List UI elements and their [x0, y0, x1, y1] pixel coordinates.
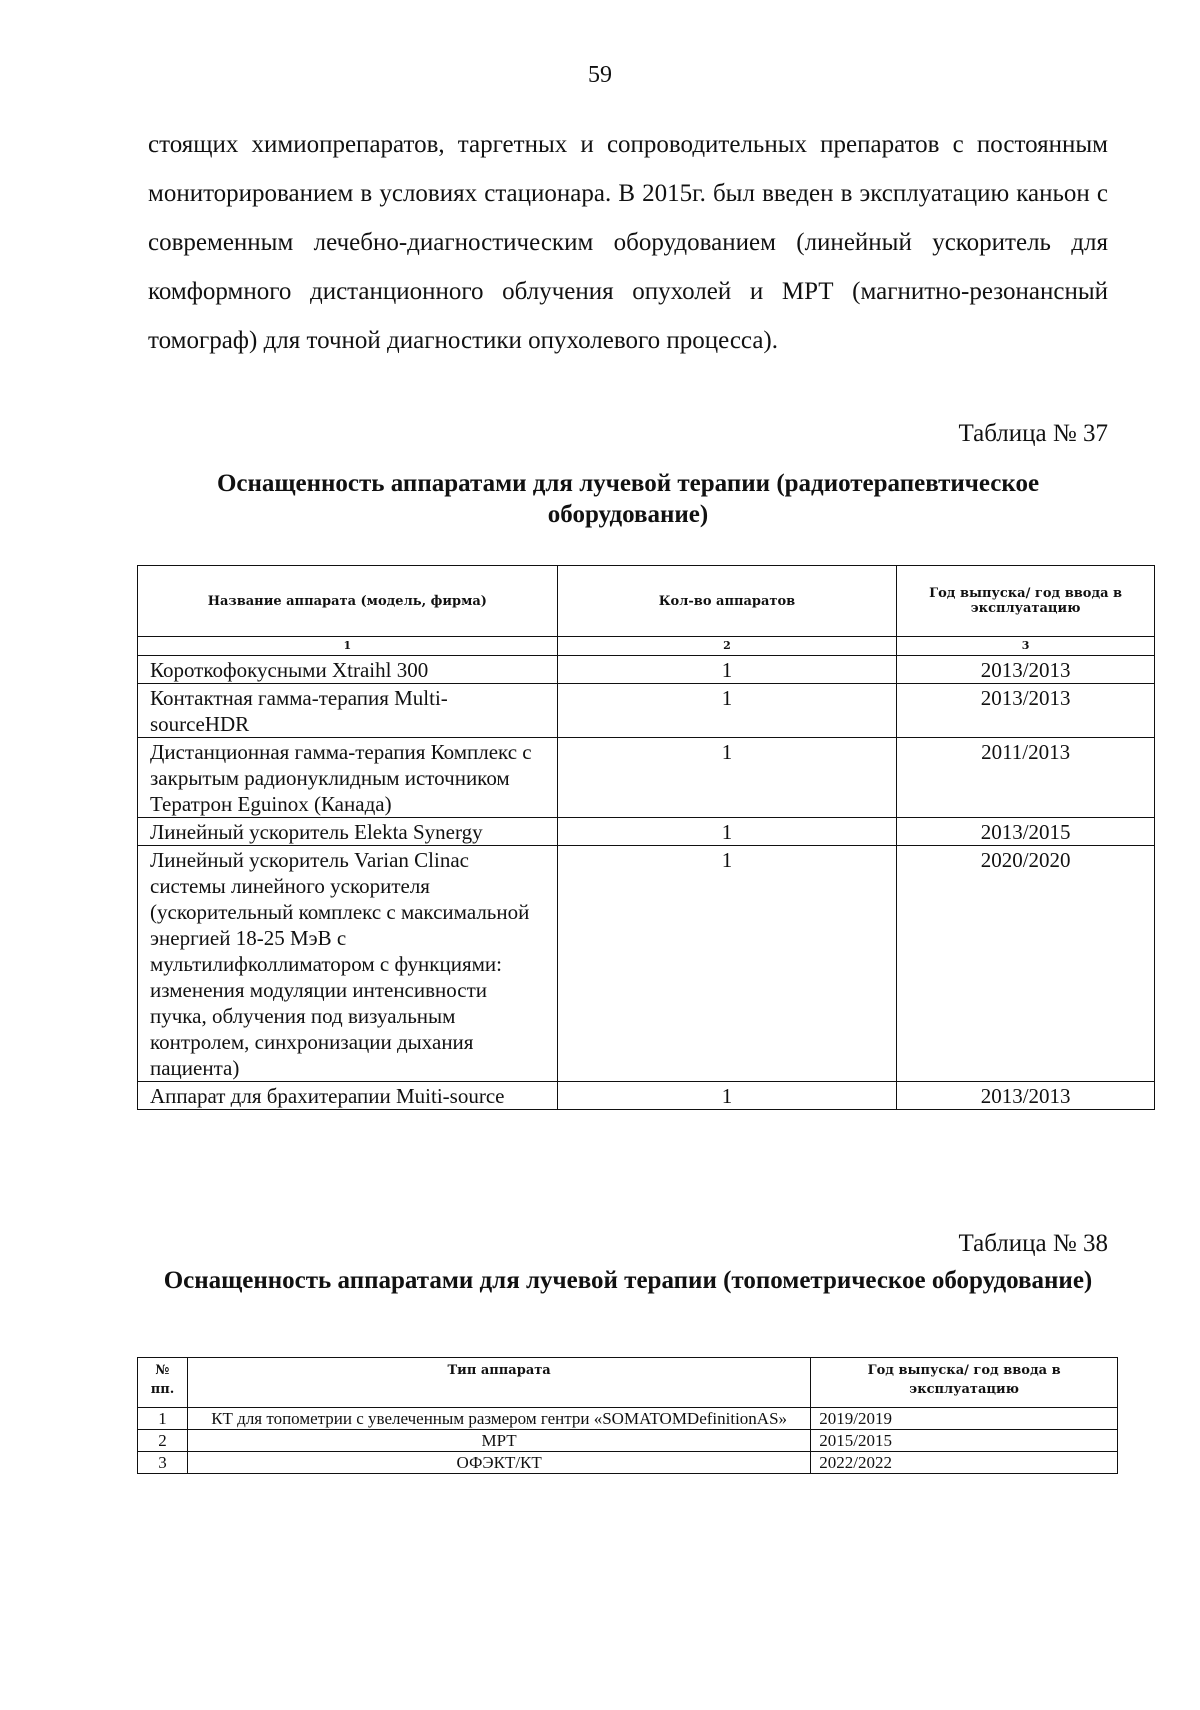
page-number: 59: [588, 62, 612, 88]
device-quantity: 1: [557, 656, 897, 684]
device-quantity: 1: [557, 684, 897, 738]
device-quantity: 1: [557, 1082, 897, 1110]
device-year: 2015/2015: [811, 1430, 1118, 1452]
column-number: 2: [557, 637, 897, 656]
column-header: Год выпуска/ год ввода в эксплуатацию: [897, 566, 1155, 637]
table-row: [138, 1082, 1155, 1110]
column-number-row: [138, 637, 1155, 656]
table-row: [138, 818, 1155, 846]
table-row: [138, 1452, 1118, 1474]
table-row: [138, 656, 1155, 684]
device-quantity: 1: [557, 818, 897, 846]
table-37-title: Оснащенность аппаратами для лучевой терапии (радиотерапевтическое оборудование): [216, 470, 1040, 528]
device-name: Линейный ускоритель Elekta Synergy: [138, 818, 558, 846]
device-name: Аппарат для брахитерапии Muiti-source: [138, 1082, 558, 1110]
row-number: 2: [138, 1430, 188, 1452]
table-38-label: Таблица № 38: [958, 1230, 1108, 1257]
table-header-row: [138, 1358, 1118, 1408]
device-type: КТ для топометрии с увелеченным размером гентри «SOMATOMDefinitionAS»: [187, 1408, 810, 1430]
column-header: Тип аппарата: [187, 1358, 810, 1408]
device-year: 2013/2015: [897, 818, 1155, 846]
column-header: № пп.: [138, 1358, 188, 1408]
device-quantity: 1: [557, 738, 897, 818]
table-row: [138, 1408, 1118, 1430]
device-name: Дистанционная гамма-терапия Комплекс с закрытым радионуклидным источником Тератрон Eguinox (Канада): [138, 738, 558, 818]
table-37: [137, 565, 1155, 1110]
table-header-row: [138, 566, 1155, 637]
device-year: 2019/2019: [811, 1408, 1118, 1430]
table-row: [138, 738, 1155, 818]
row-number: 3: [138, 1452, 188, 1474]
device-year: 2013/2013: [897, 1082, 1155, 1110]
device-name: Контактная гамма-терапия Multi-sourceHDR: [138, 684, 558, 738]
row-number: 1: [138, 1408, 188, 1430]
device-year: 2020/2020: [897, 846, 1155, 1082]
body-paragraph: стоящих химиопрепаратов, таргетных и сопроводительных препаратов с постоянным мониторированием в условиях стационара. В 2015г. был введен в эксплуатацию каньон с современным лечебно-диагностическим оборудованием (линейный ускоритель для комформного дистанционного облучения опухолей и МРТ (магнитно-резонансный томограф) для точной диагностики опухолевого процесса).: [148, 131, 1108, 354]
device-type: ОФЭКТ/КТ: [187, 1452, 810, 1474]
device-quantity: 1: [557, 846, 897, 1082]
device-type: МРТ: [187, 1430, 810, 1452]
device-year: 2013/2013: [897, 656, 1155, 684]
table-38: [137, 1357, 1118, 1474]
column-header: Год выпуска/ год ввода в эксплуатацию: [811, 1358, 1118, 1408]
device-name: Линейный ускоритель Varian Clinac системы линейного ускорителя (ускорительный комплекс с максимальной энергией 18-25 МэВ с мультилифколлиматором с функциями: изменения модуляции интенсивности пучка, облучения под визуальным контролем, синхронизации дыхания пациента): [138, 846, 558, 1082]
device-year: 2022/2022: [811, 1452, 1118, 1474]
column-number: 1: [138, 637, 558, 656]
device-name: Короткофокусными Xtraihl 300: [138, 656, 558, 684]
table-row: [138, 1430, 1118, 1452]
table-row: [138, 684, 1155, 738]
table-37-label: Таблица № 37: [958, 420, 1108, 447]
device-year: 2011/2013: [897, 738, 1155, 818]
table-row: [138, 846, 1155, 1082]
table-38-title: Оснащенность аппаратами для лучевой терапии (топометрическое оборудование): [163, 1267, 1093, 1294]
column-header: Кол-во аппаратов: [557, 566, 897, 637]
column-number: 3: [897, 637, 1155, 656]
column-header: Название аппарата (модель, фирма): [138, 566, 558, 637]
device-year: 2013/2013: [897, 684, 1155, 738]
